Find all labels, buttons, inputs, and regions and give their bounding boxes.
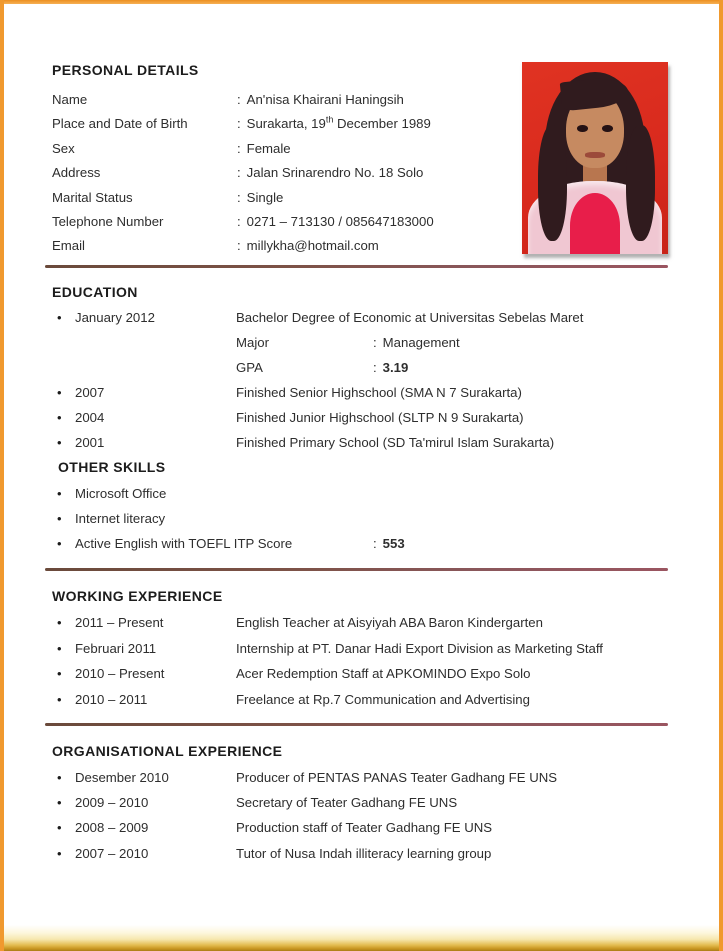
org-item [52, 765, 692, 790]
colon: : [237, 116, 241, 132]
personal-row-marital-status [52, 186, 522, 210]
colon: : [237, 213, 241, 229]
spacer [373, 481, 668, 506]
marital-status-value: Single [246, 189, 284, 205]
bullet-icon: • [57, 615, 62, 630]
org-desc: Tutor of Nusa Indah illiteracy learning group [236, 845, 492, 861]
work-desc: Freelance at Rp.7 Communication and Advertising [236, 691, 530, 707]
personal-row-sex [52, 137, 522, 161]
bullet-icon: • [57, 845, 62, 861]
field-value [237, 161, 522, 185]
field-value [237, 88, 522, 112]
photo-right-eye [602, 125, 612, 132]
personal-row-name [52, 88, 522, 112]
skill-item [52, 506, 668, 531]
colon: : [373, 360, 377, 375]
photo-hair-lock-right [626, 125, 655, 240]
colon: : [237, 92, 241, 107]
field-value [237, 186, 522, 210]
org-desc: Producer of PENTAS PANAS Teater Gadhang FE UNS [236, 770, 558, 785]
page-border-top [0, 0, 723, 4]
photo-hair-lock-left [538, 125, 567, 240]
colon: : [373, 335, 377, 350]
photo-red-top [570, 193, 620, 254]
colon: : [237, 238, 241, 254]
education-desc: Bachelor Degree of Economic at Universitas Sebelas Maret [236, 310, 584, 325]
other-skills-heading: OTHER SKILLS [58, 459, 166, 475]
toefl-score-value: 553 [382, 536, 405, 551]
bullet-icon: • [57, 435, 62, 450]
bullet-icon: • [57, 410, 62, 425]
photo-left-eye [577, 125, 587, 132]
field-label: Address [52, 165, 101, 181]
education-list [52, 305, 668, 455]
education-heading: EDUCATION [52, 284, 138, 300]
work-date: 2011 – Present [75, 615, 164, 630]
colon: : [237, 189, 241, 205]
org-item [52, 815, 692, 840]
degree-detail-value [373, 330, 668, 355]
bullet-icon: • [57, 820, 62, 836]
education-date: 2007 [75, 385, 105, 400]
birth-value: Surakarta, 19 [246, 116, 326, 132]
work-date: 2010 – 2011 [75, 691, 148, 707]
education-desc: Finished Primary School (SD Ta'mirul Islam Surakarta) [236, 435, 555, 450]
bullet-icon: • [57, 691, 62, 707]
working-experience-list [52, 610, 692, 712]
field-label: Sex [52, 140, 75, 156]
field-label: Marital Status [52, 189, 133, 205]
colon: : [237, 140, 241, 156]
spacer [52, 330, 236, 355]
bullet-icon: • [57, 640, 62, 656]
major-value: Management [382, 335, 460, 350]
skill-text: Active English with TOEFL ITP Score [75, 536, 293, 551]
degree-detail-value [373, 355, 668, 380]
bullet-icon: • [57, 310, 62, 325]
section-divider [45, 723, 668, 726]
field-value [237, 112, 522, 136]
page-border-bottom-gold-band [0, 925, 723, 951]
skill-value [373, 531, 668, 556]
field-value [237, 210, 522, 234]
bullet-icon: • [57, 795, 62, 811]
spacer [373, 506, 668, 531]
work-item [52, 687, 692, 713]
personal-details-list [52, 88, 522, 259]
work-date: Februari 2011 [75, 640, 157, 656]
gpa-value: 3.19 [382, 360, 409, 375]
section-divider [45, 265, 668, 268]
work-desc: Acer Redemption Staff at APKOMINDO Expo Solo [236, 666, 531, 682]
education-date: January 2012 [75, 310, 155, 325]
org-date: 2009 – 2010 [75, 795, 149, 811]
personal-row-email [52, 234, 522, 258]
photo-mouth [585, 152, 605, 157]
education-date: 2001 [75, 435, 105, 450]
work-desc: English Teacher at Aisyiyah ABA Baron Kindergarten [236, 615, 543, 630]
bullet-icon: • [57, 486, 62, 501]
colon: : [373, 536, 377, 551]
personal-row-address [52, 161, 522, 185]
org-item [52, 790, 692, 815]
skill-text: Microsoft Office [75, 486, 167, 501]
education-desc: Finished Junior Highschool (SLTP N 9 Surakarta) [236, 410, 524, 425]
work-item [52, 661, 692, 687]
personal-details-heading: PERSONAL DETAILS [52, 62, 199, 78]
education-date: 2004 [75, 410, 105, 425]
bullet-icon: • [57, 385, 62, 400]
ordinal-suffix: th [325, 115, 334, 125]
organisational-experience-list [52, 765, 692, 866]
birth-value-rest: December 1989 [333, 116, 431, 132]
bullet-icon: • [57, 666, 62, 682]
page-border-left [0, 0, 4, 951]
work-item [52, 610, 692, 636]
education-item [52, 380, 668, 405]
degree-detail-label: Major [236, 335, 269, 350]
org-date: 2008 – 2009 [75, 820, 149, 836]
section-divider [45, 568, 668, 571]
field-label: Telephone Number [52, 213, 164, 229]
email-value: millykha@hotmail.com [246, 238, 379, 254]
page-border-right [719, 0, 723, 951]
education-item [52, 405, 668, 430]
colon: : [237, 165, 241, 181]
work-date: 2010 – Present [75, 666, 165, 682]
sex-value: Female [246, 140, 291, 156]
skill-text: Internet literacy [75, 511, 166, 526]
degree-detail-major [52, 330, 668, 355]
other-skills-list [52, 481, 668, 556]
education-item [52, 430, 668, 455]
field-label: Place and Date of Birth [52, 116, 188, 132]
education-item [52, 305, 668, 330]
organisational-experience-heading: ORGANISATIONAL EXPERIENCE [52, 743, 283, 759]
personal-row-telephone [52, 210, 522, 234]
skill-item [52, 481, 668, 506]
work-desc: Internship at PT. Danar Hadi Export Division as Marketing Staff [236, 640, 603, 656]
org-date: Desember 2010 [75, 770, 169, 785]
spacer [52, 355, 236, 380]
field-label: Name [52, 92, 88, 107]
telephone-value: 0271 – 713130 / 085647183000 [246, 213, 434, 229]
org-desc: Production staff of Teater Gadhang FE UNS [236, 820, 493, 836]
education-desc: Finished Senior Highschool (SMA N 7 Surakarta) [236, 385, 522, 400]
portrait-photo [522, 62, 668, 254]
personal-row-birth [52, 112, 522, 136]
name-value: An'nisa Khairani Haningsih [246, 92, 404, 107]
degree-detail-label: GPA [236, 360, 263, 375]
address-value: Jalan Srinarendro No. 18 Solo [246, 165, 424, 181]
field-value [237, 137, 522, 161]
work-item [52, 636, 692, 662]
org-desc: Secretary of Teater Gadhang FE UNS [236, 795, 458, 811]
field-label: Email [52, 238, 85, 254]
org-item [52, 841, 692, 866]
bullet-icon: • [57, 770, 62, 785]
degree-detail-gpa [52, 355, 668, 380]
org-date: 2007 – 2010 [75, 845, 149, 861]
bullet-icon: • [57, 536, 62, 551]
working-experience-heading: WORKING EXPERIENCE [52, 588, 223, 604]
bullet-icon: • [57, 511, 62, 526]
skill-item-toefl [52, 531, 668, 556]
field-value [237, 234, 522, 258]
